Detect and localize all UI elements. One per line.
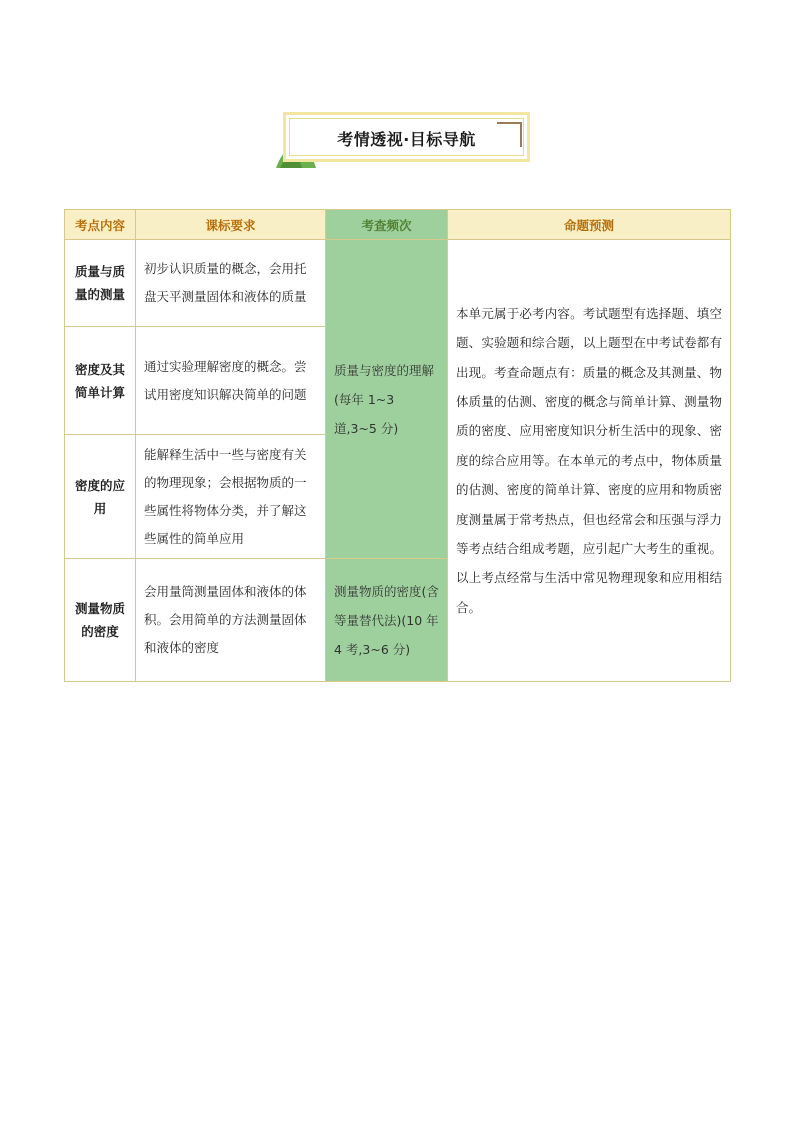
frequency-cell: 测量物质的密度(含等量替代法)(10 年 4 考,3~6 分) [326,559,448,682]
header-requirements: 课标要求 [136,210,326,240]
requirement-cell: 通过实验理解密度的概念。尝试用密度知识解决简单的问题 [136,327,326,435]
table-header-row [65,210,731,240]
requirement-cell: 能解释生活中一些与密度有关的物理现象；会根据物质的一些属性将物体分类，并了解这些属性的简单应用 [136,435,326,559]
frequency-cell: 质量与密度的理解(每年 1~3 道,3~5 分) [326,240,448,559]
topic-cell: 质量与质量的测量 [65,240,136,327]
exam-analysis-table [64,209,731,682]
section-banner [276,112,532,168]
requirement-cell: 初步认识质量的概念，会用托盘天平测量固体和液体的质量 [136,240,326,327]
header-prediction: 命题预测 [448,210,731,240]
header-frequency: 考查频次 [326,210,448,240]
topic-cell: 测量物质的密度 [65,559,136,682]
banner-frame [283,112,530,162]
header-topic: 考点内容 [65,210,136,240]
banner-title: 考情透视·目标导航 [337,130,476,149]
prediction-cell: 本单元属于必考内容。考试题型有选择题、填空题、实验题和综合题，以上题型在中考试卷都有出现。考查命题点有：质量的概念及其测量、物体质量的估测、密度的概念与简单计算、测量物质的密度、应用密度知识分析生活中的现象、密度的综合应用等。在本单元的考点中，物体质量的估测、密度的简单计算、密度的应用和物质密度测量属于常考热点，但也经常会和压强与浮力等考点结合组成考题，应引起广大考生的重视。以上考点经常与生活中常见物理现象和应用相结合。 [448,240,731,682]
table-row [65,240,731,327]
topic-cell: 密度及其简单计算 [65,327,136,435]
requirement-cell: 会用量筒测量固体和液体的体积。会用简单的方法测量固体和液体的密度 [136,559,326,682]
topic-cell: 密度的应用 [65,435,136,559]
